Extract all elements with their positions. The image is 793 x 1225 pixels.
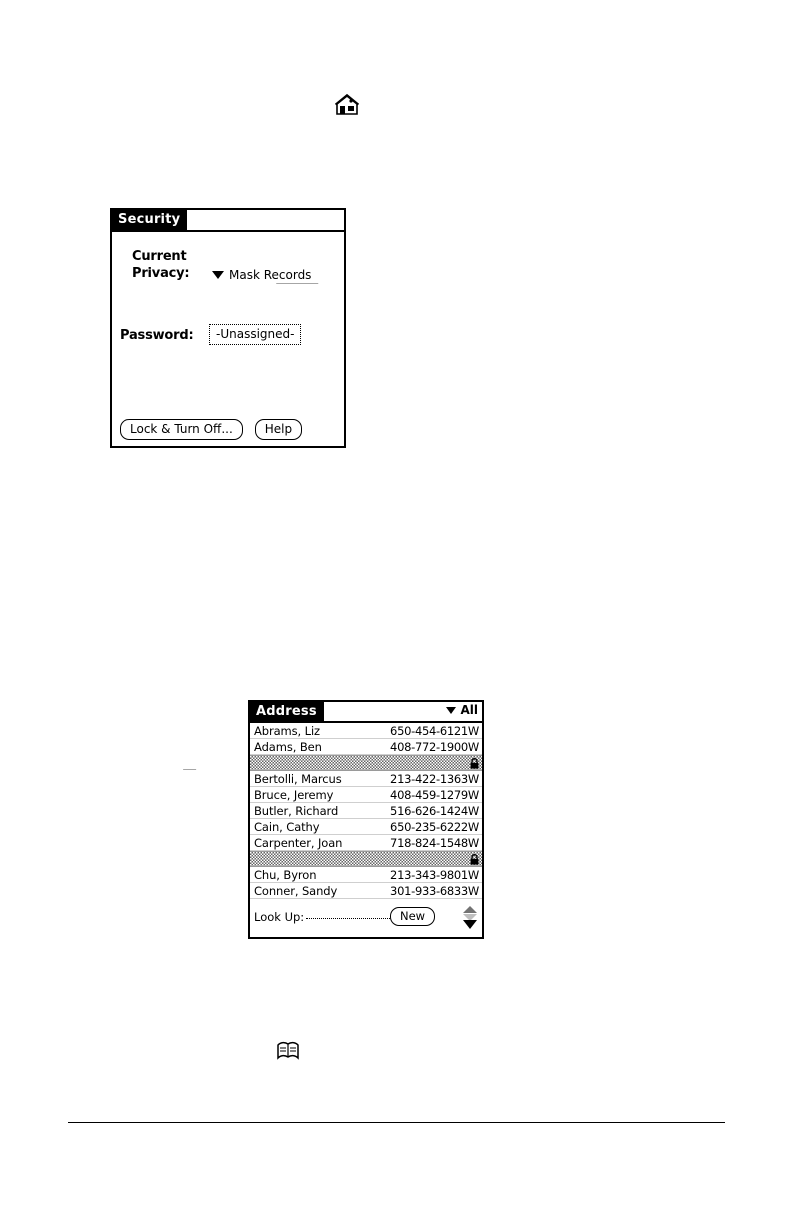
contact-name: Bertolli, Marcus: [254, 771, 342, 786]
category-dropdown[interactable]: [446, 703, 478, 717]
contact-name: Butler, Richard: [254, 803, 339, 818]
list-item[interactable]: [250, 723, 482, 739]
list-item[interactable]: [250, 803, 482, 819]
contact-phone: 408-772-1900W: [390, 739, 479, 754]
list-item-masked[interactable]: [250, 851, 482, 867]
list-item[interactable]: [250, 739, 482, 755]
lock-icon: [470, 854, 479, 865]
contact-name: Adams, Ben: [254, 739, 322, 754]
security-screen: [110, 208, 346, 448]
contact-phone: 408-459-1279W: [390, 787, 479, 802]
scroll-arrows-icon[interactable]: [461, 905, 479, 931]
help-button[interactable]: Help: [255, 419, 302, 440]
look-up-dots: [306, 918, 394, 919]
lock-and-turn-off-button[interactable]: Lock & Turn Off...: [120, 419, 243, 440]
security-title-bar: [112, 210, 344, 232]
contact-name: Chu, Byron: [254, 867, 317, 882]
address-list: [250, 723, 482, 903]
lock-icon: [470, 758, 479, 769]
callout-line-privacy: [215, 283, 380, 284]
list-item[interactable]: [250, 771, 482, 787]
contact-phone: 650-235-6222W: [390, 819, 479, 834]
password-label: Password:: [120, 328, 194, 343]
list-item[interactable]: [250, 787, 482, 803]
contact-phone: 301-933-6833W: [390, 883, 479, 898]
privacy-dropdown[interactable]: [212, 268, 311, 282]
contact-name: Bruce, Jeremy: [254, 787, 334, 802]
callout-line-masked-record: [165, 769, 215, 770]
current-label: Current: [132, 249, 187, 264]
look-up-field[interactable]: [254, 910, 394, 924]
privacy-label: Privacy:: [132, 266, 190, 281]
list-item[interactable]: [250, 883, 482, 899]
chevron-down-icon: [446, 707, 456, 714]
list-item-masked[interactable]: [250, 755, 482, 771]
list-item[interactable]: [250, 835, 482, 851]
contact-name: Carpenter, Joan: [254, 835, 343, 850]
contact-phone: 650-454-6121W: [390, 723, 479, 738]
home-icon: [334, 92, 360, 118]
contact-phone: 213-422-1363W: [390, 771, 479, 786]
note-icon: [276, 1040, 300, 1062]
look-up-label: Look Up:: [254, 910, 305, 924]
list-item[interactable]: [250, 819, 482, 835]
category-value: All: [460, 703, 478, 717]
contact-phone: 718-824-1548W: [390, 835, 479, 850]
address-title: Address: [250, 702, 324, 722]
contact-phone: 213-343-9801W: [390, 867, 479, 882]
contact-name: Conner, Sandy: [254, 883, 338, 898]
security-buttons: [120, 419, 302, 440]
contact-phone: 516-626-1424W: [390, 803, 479, 818]
page-footer-rule: [68, 1122, 725, 1123]
new-button[interactable]: New: [390, 907, 435, 926]
security-body: [112, 232, 344, 448]
address-title-bar: [250, 702, 482, 723]
contact-name: Abrams, Liz: [254, 723, 320, 738]
password-field[interactable]: -Unassigned-: [209, 324, 301, 345]
chevron-down-icon: [212, 271, 224, 279]
contact-name: Cain, Cathy: [254, 819, 320, 834]
list-item[interactable]: [250, 867, 482, 883]
security-title: Security: [112, 210, 187, 230]
address-footer: [250, 903, 482, 938]
address-screen: [248, 700, 484, 939]
privacy-value: Mask Records: [229, 268, 312, 282]
